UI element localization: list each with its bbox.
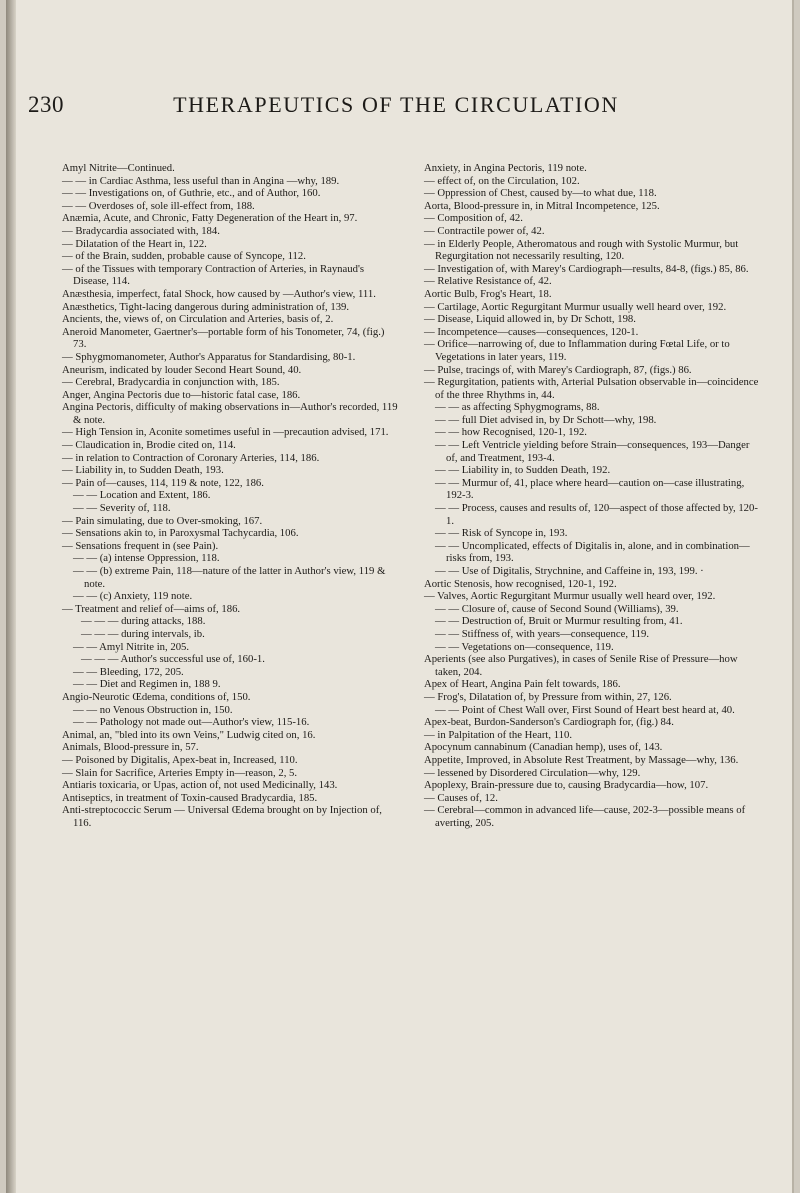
index-entry: — — Uncomplicated, effects of Digitalis in, alone, and in combination—risks from, 193. (435, 539, 750, 565)
index-entry: Apocynum cannabinum (Canadian hemp), uses of, 143. (424, 741, 663, 754)
index-entry: — of the Brain, sudden, probable cause of Syncope, 112. (62, 250, 306, 263)
index-entry: Aneroid Manometer, Gaertner's—portable form of his Tonometer, 74, (fig.) 73. (62, 325, 385, 351)
index-entry: Anxiety, in Angina Pectoris, 119 note. (424, 162, 587, 174)
index-entry: — Bradycardia associated with, 184. (62, 224, 220, 237)
page-gutter-shadow (6, 0, 16, 1193)
index-entry: Antiaris toxicaria, or Upas, action of, not used Medicinally, 143. (62, 779, 338, 792)
index-entry: — — Use of Digitalis, Strychnine, and Caffeine in, 193, 199. · (435, 565, 704, 577)
index-entry: — lessened by Disordered Circulation—why, 129. (424, 766, 641, 779)
index-entry: — — Risk of Syncope in, 193. (435, 527, 568, 540)
index-entry: Anæsthetics, Tight-lacing dangerous during administration of, 139. (62, 300, 350, 313)
index-entry: Apex-beat, Burdon-Sanderson's Cardiograph for, (fig.) 84. (424, 716, 674, 729)
index-entry: — Regurgitation, patients with, Arterial Pulsation observable in—coincidence of the three Rhythms in, 44. (424, 376, 759, 401)
index-entry: — Poisoned by Digitalis, Apex-beat in, Increased, 110. (62, 753, 298, 766)
index-entry: Aortic Bulb, Frog's Heart, 18. (424, 287, 552, 300)
index-entry: Ancients, the, views of, on Circulation and Arteries, basis of, 2. (62, 313, 334, 326)
page-number: 230 (28, 92, 64, 117)
index-entry: Antiseptics, in treatment of Toxin-caused Bradycardia, 185. (62, 791, 318, 804)
index-entry: — Incompetence—causes—consequences, 120-1. (424, 325, 639, 338)
index-entry: Angina Pectoris, difficulty of making observations in—Author's recorded, 119 & note. (62, 401, 398, 426)
index-entry: — of the Tissues with temporary Contraction of Arteries, in Raynaud's Disease, 114. (62, 262, 365, 288)
index-entry: Anæmia, Acute, and Chronic, Fatty Degeneration of the Heart in, 97. (62, 212, 358, 225)
index-entry: — — Amyl Nitrite in, 205. (73, 640, 190, 653)
index-entry: — — Closure of, cause of Second Sound (Williams), 39. (435, 602, 679, 615)
index-entry: — Composition of, 42. (424, 212, 523, 225)
index-entry: — Pulse, tracings of, with Marey's Cardiograph, 87, (figs.) 86. (424, 363, 692, 376)
index-entry: — — full Diet advised in, by Dr Schott—why, 198. (435, 413, 657, 426)
index-entry: Aortic Stenosis, how recognised, 120-1, 192. (424, 577, 617, 590)
index-entry: — — Severity of, 118. (73, 502, 171, 515)
book-page (6, 0, 794, 1193)
index-entry: — — Overdoses of, sole ill-effect from, 188. (62, 199, 255, 212)
index-entry: — Dilatation of the Heart in, 122. (62, 237, 207, 250)
index-entry: — — (b) extreme Pain, 118—nature of the latter in Author's view, 119 & note. (73, 565, 386, 590)
index-entry: — — Process, causes and results of, 120—aspect of those affected by, 120-1. (435, 502, 758, 527)
index-entry: — Oppression of Chest, caused by—to what due, 118. (424, 187, 657, 200)
index-entry: — — Murmur of, 41, place where heard—caution on—case illustrating, 192-3. (435, 476, 745, 502)
index-entry: — Investigation of, with Marey's Cardiograph—results, 84-8, (figs.) 85, 86. (424, 262, 749, 275)
index-entry: — — Investigations on, of Guthrie, etc., and of Author, 160. (62, 187, 321, 200)
index-entry: Animal, an, "bled into its own Veins," Ludwig cited on, 16. (62, 728, 316, 741)
index-entry: Amyl Nitrite—Continued. (62, 162, 175, 174)
index-entry: — — Vegetations on—consequence, 119. (435, 640, 614, 653)
index-entry: — — Point of Chest Wall over, First Sound of Heart best heard at, 40. (435, 703, 735, 716)
index-entry: — — no Venous Obstruction in, 150. (73, 703, 233, 716)
index-entry: — Claudication in, Brodie cited on, 114. (62, 439, 236, 452)
index-entry: — Frog's, Dilatation of, by Pressure from within, 27, 126. (424, 690, 672, 703)
index-entry: — in Elderly People, Atheromatous and rough with Systolic Murmur, but Regurgitation not necessarily resulting, 120. (424, 237, 739, 263)
index-entry: — in Palpitation of the Heart, 110. (424, 728, 573, 741)
index-entry: — — Liability in, to Sudden Death, 192. (435, 464, 611, 477)
index-entry: — effect of, on the Circulation, 102. (424, 174, 580, 187)
index-entry: Apex of Heart, Angina Pain felt towards, 186. (424, 678, 621, 691)
index-entry: — Cartilage, Aortic Regurgitant Murmur usually well heard over, 192. (424, 300, 727, 313)
index-entry: Aperients (see also Purgatives), in cases of Senile Rise of Pressure—how taken, 204. (424, 653, 738, 678)
index-entry: — High Tension in, Aconite sometimes useful in —precaution advised, 171. (62, 426, 389, 439)
index-entry: — Treatment and relief of—aims of, 186. (62, 602, 241, 615)
index-entry: Angio-Neurotic Œdema, conditions of, 150. (62, 690, 251, 703)
index-entry: — — — Author's successful use of, 160-1. (81, 653, 265, 666)
index-column-right (424, 162, 762, 829)
index-entry: — in relation to Contraction of Coronary Arteries, 114, 186. (62, 451, 320, 464)
index-entry: Anti-streptococcic Serum — Universal Œdema brought on by Injection of, 116. (62, 804, 382, 829)
index-entry: — — (a) intense Oppression, 118. (73, 552, 220, 565)
index-entry: — — — during attacks, 188. (81, 615, 206, 628)
running-head: THERAPEUTICS OF THE CIRCULATION (173, 92, 619, 117)
index-entry: — Liability in, to Sudden Death, 193. (62, 464, 224, 477)
index-entry: — Orifice—narrowing of, due to Inflammation during Fœtal Life, or to Vegetations in later years, 119. (424, 338, 730, 363)
index-entry: — Pain simulating, due to Over-smoking, 167. (62, 514, 263, 527)
index-entry: — Sensations akin to, in Paroxysmal Tachycardia, 106. (62, 527, 299, 540)
index-entry: — — as affecting Sphygmograms, 88. (435, 401, 600, 414)
index-entry: — — Diet and Regimen in, 188 9. (73, 678, 221, 691)
index-entry: Anger, Angina Pectoris due to—historic fatal case, 186. (62, 388, 301, 401)
index-entry: — — Location and Extent, 186. (73, 489, 211, 502)
index-entry: Animals, Blood-pressure in, 57. (62, 741, 199, 754)
index-entry: — Cerebral—common in advanced life—cause, 202-3—possible means of averting, 205. (424, 804, 746, 829)
index-column-left (62, 162, 400, 829)
index-entry: Aneurism, indicated by louder Second Heart Sound, 40. (62, 363, 302, 376)
index-entry: — Cerebral, Bradycardia in conjunction with, 185. (62, 376, 280, 389)
index-entry: — Causes of, 12. (424, 791, 498, 804)
index-entry: — — Left Ventricle yielding before Strain—consequences, 193—Danger of, and Treatment, 193-4. (435, 439, 750, 464)
index-entry: — Sphygmomanometer, Author's Apparatus for Standardising, 80-1. (62, 350, 356, 363)
index-entry: — — Destruction of, Bruit or Murmur resulting from, 41. (435, 615, 683, 628)
index-entry: Anæsthesia, imperfect, fatal Shock, how caused by —Author's view, 111. (62, 287, 376, 300)
index-entry: — — Bleeding, 172, 205. (73, 665, 184, 678)
index-entry: — Pain of—causes, 114, 119 & note, 122, 186. (62, 476, 264, 489)
index-entry: Appetite, Improved, in Absolute Rest Treatment, by Massage—why, 136. (424, 753, 739, 766)
index-entry: Aorta, Blood-pressure in, in Mitral Incompetence, 125. (424, 199, 660, 212)
index-entry: — — Pathology not made out—Author's view, 115-16. (73, 716, 310, 729)
index-entry: — Contractile power of, 42. (424, 224, 545, 237)
index-entry: — — in Cardiac Asthma, less useful than in Angina —why, 189. (62, 174, 340, 187)
index-entry: — Slain for Sacrifice, Arteries Empty in—reason, 2, 5. (62, 766, 298, 779)
index-entry: — — Stiffness of, with years—consequence, 119. (435, 627, 650, 640)
index-entry: — — — during intervals, ib. (81, 627, 205, 640)
index-entry: Apoplexy, Brain-pressure due to, causing Bradycardia—how, 107. (424, 779, 709, 792)
index-entry: — — (c) Anxiety, 119 note. (73, 590, 193, 603)
index-entry: — Valves, Aortic Regurgitant Murmur usually well heard over, 192. (424, 590, 716, 603)
index-entry: — — how Recognised, 120-1, 192. (435, 426, 587, 439)
index-entry: — Sensations frequent in (see Pain). (62, 539, 219, 552)
page-header (6, 92, 792, 122)
index-entry: — Relative Resistance of, 42. (424, 275, 552, 288)
index-entry: — Disease, Liquid allowed in, by Dr Schott, 198. (424, 313, 636, 326)
